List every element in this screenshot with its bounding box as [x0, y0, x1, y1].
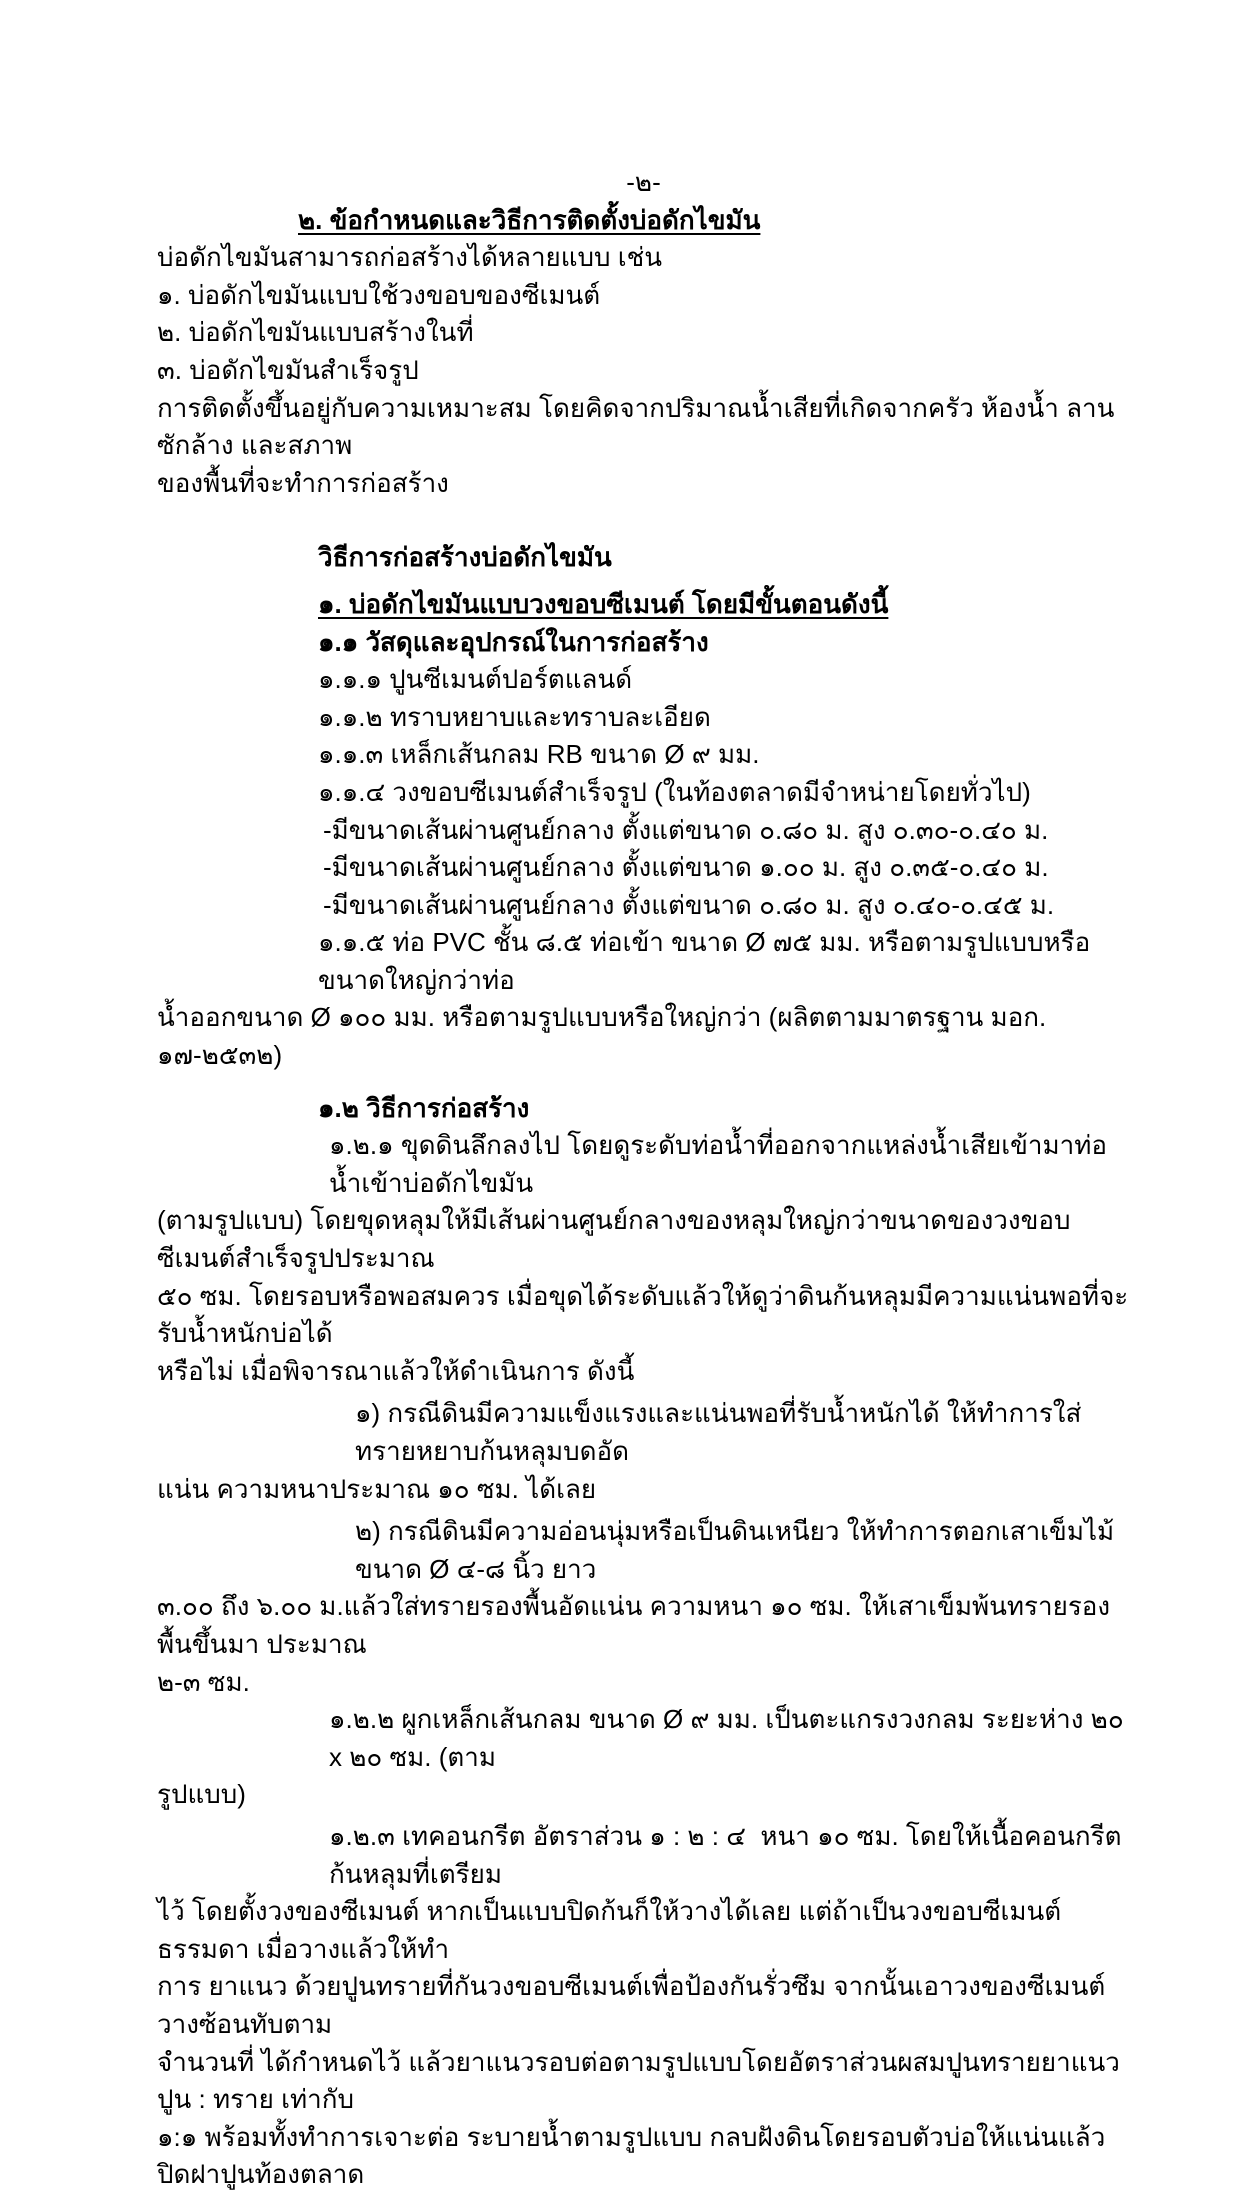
section-title: ๒. ข้อกำหนดและวิธีการติดตั้งบ่อดักไขมัน: [298, 204, 761, 235]
list-item: ๑) กรณีดินมีความแข็งแรงและแน่นพอที่รับน้ำหนักได้ ให้ทำการใส่ทรายหยาบก้นหลุมบดอัด: [355, 1398, 1082, 1466]
list-item: ๑.๒.๓ เทคอนกรีต อัตราส่วน ๑ : ๒ : ๔ หนา ๑๐ ซม. โดยให้เนื้อคอนกรีตก้นหลุมที่เตรียม: [329, 1820, 1122, 1889]
list-item: ๑.๑.๒ ทราบหยาบและทราบละเอียด: [318, 701, 711, 732]
list-item: ๒) กรณีดินมีความอ่อนนุ่มหรือเป็นดินเหนียว ให้ทำการตอกเสาเข็มไม้ขนาด Ø ๔-๘ นิ้ว ยาว: [355, 1516, 1115, 1584]
paragraph-line: รูปแบบ): [157, 1779, 246, 1810]
paragraph-line: น้ำออกขนาด Ø ๑๐๐ มม. หรือตามรูปแบบหรือใหญ่กว่า (ผลิตตามมาตรฐาน มอก. ๑๗-๒๕๓๒): [157, 1002, 1054, 1071]
paragraph-line: (ตามรูปแบบ) โดยขุดหลุมให้มีเส้นผ่านศูนย์กลางของหลุมใหญ่กว่าขนาดของวงขอบซีเมนต์สำเร็จรูปประมาณ: [157, 1205, 1071, 1274]
list-item: ๑.๒.๑ ขุดดินลึกลงไป โดยดูระดับท่อน้ำที่ออกจากแหล่งน้ำเสียเข้ามาท่อน้ำเข้าบ่อดักไขมัน: [329, 1130, 1107, 1198]
list-item: ๑. บ่อดักไขมันแบบใช้วงขอบของซีเมนต์: [157, 279, 601, 310]
paragraph-line: การ ยาแนว ด้วยปูนทรายที่กันวงขอบซีเมนต์เพื่อป้องกันรั่วซึม จากนั้นเอาวงของซีเมนต์วางซ้อนทับตาม: [157, 1971, 1106, 2039]
paragraph-line: ๑:๑ พร้อมทั้งทำการเจาะต่อ ระบายน้ำตามรูปแบบ กลบฝังดินโดยรอบตัวบ่อให้แน่นแล้วปิดฝาปูนท้องตลาด: [157, 2121, 1106, 2190]
paragraph-line: ๓.๐๐ ถึง ๖.๐๐ ม.แล้วใส่ทรายรองพื้นอัดแน่น ความหนา ๑๐ ซม. ให้เสาเข็มพ้นทรายรองพื้นขึ้นมา ประมาณ: [157, 1591, 1111, 1659]
list-item: ๓. บ่อดักไขมันสำเร็จรูป: [157, 354, 419, 385]
list-item: ๒. บ่อดักไขมันแบบสร้างในที่: [157, 317, 474, 348]
page-number: -๒-: [626, 167, 661, 197]
paragraph-line: แน่น ความหนาประมาณ ๑๐ ซม. ได้เลย: [157, 1473, 597, 1504]
paragraph-line: ของพื้นที่จะทำการก่อสร้าง: [157, 467, 449, 498]
list-item: ๑.๑.๑ ปูนซีเมนต์ปอร์ตแลนด์: [318, 664, 633, 695]
spec-line: -มีขนาดเส้นผ่านศูนย์กลาง ตั้งแต่ขนาด ๐.๘๐ ม. สูง ๐.๔๐-๐.๔๕ ม.: [323, 889, 1055, 920]
intro-line: บ่อดักไขมันสามารถก่อสร้างได้หลายแบบ เช่น: [157, 242, 663, 273]
sub-heading: ๑.๒ วิธีการก่อสร้าง: [318, 1092, 530, 1123]
list-item: ๑.๑.๔ วงขอบซีเมนต์สำเร็จรูป (ในท้องตลาดมีจำหน่ายโดยทั่วไป): [318, 776, 1031, 807]
spec-line: -มีขนาดเส้นผ่านศูนย์กลาง ตั้งแต่ขนาด ๑.๐๐ ม. สูง ๐.๓๕-๐.๔๐ ม.: [323, 852, 1049, 883]
paragraph-line: หรือไม่ เมื่อพิจารณาแล้วให้ดำเนินการ ดังนี้: [157, 1355, 635, 1386]
paragraph-line: ๒-๓ ซม.: [157, 1666, 250, 1697]
list-item: ๑.๑.๓ เหล็กเส้นกลม RB ขนาด Ø ๙ มม.: [318, 739, 760, 770]
paragraph-line: ไว้ โดยตั้งวงของซีเมนต์ หากเป็นแบบปิดก้นก็ให้วางได้เลย แต่ถ้าเป็นวงขอบซีเมนต์ธรรมดา เมื่อวางแล้วให้ทำ: [157, 1896, 1062, 1964]
paragraph-line: จำนวนที่ ได้กำหนดไว้ แล้วยาแนวรอบต่อตามรูปแบบโดยอัตราส่วนผสมปูนทรายยาแนว ปูน : ทราย เท่ากับ: [157, 2046, 1128, 2115]
sub-heading: ๑.๑ วัสดุและอุปกรณ์ในการก่อสร้าง: [318, 626, 709, 657]
sub-heading: วิธีการก่อสร้างบ่อดักไขมัน: [318, 542, 612, 573]
paragraph-line: ๕๐ ซม. โดยรอบหรือพอสมควร เมื่อขุดได้ระดับแล้วให้ดูว่าดินก้นหลุมมีความแน่นพอที่จะรับน้ำหนักบ่อได้: [157, 1280, 1129, 1349]
spec-line: -มีขนาดเส้นผ่านศูนย์กลาง ตั้งแต่ขนาด ๐.๘๐ ม. สูง ๐.๓๐-๐.๔๐ ม.: [323, 814, 1049, 845]
paragraph-line: การติดตั้งขึ้นอยู่กับความเหมาะสม โดยคิดจากปริมาณน้ำเสียที่เกิดจากครัว ห้องน้ำ ลานซักล้าง และสภาพ: [157, 392, 1115, 461]
list-item: ๑.๒.๒ ผูกเหล็กเส้นกลม ขนาด Ø ๙ มม. เป็นตะแกรงวงกลม ระยะห่าง ๒๐ x ๒๐ ซม. (ตาม: [329, 1704, 1131, 1772]
document-body: [157, 164, 1130, 2194]
sub-heading: ๑. บ่อดักไขมันแบบวงขอบซีเมนต์ โดยมีขั้นตอนดังนี้: [318, 588, 889, 619]
list-item: ๑.๑.๕ ท่อ PVC ชั้น ๘.๕ ท่อเข้า ขนาด Ø ๗๕ มม. หรือตามรูปแบบหรือขนาดใหญ่กว่าท่อ: [318, 927, 1091, 995]
